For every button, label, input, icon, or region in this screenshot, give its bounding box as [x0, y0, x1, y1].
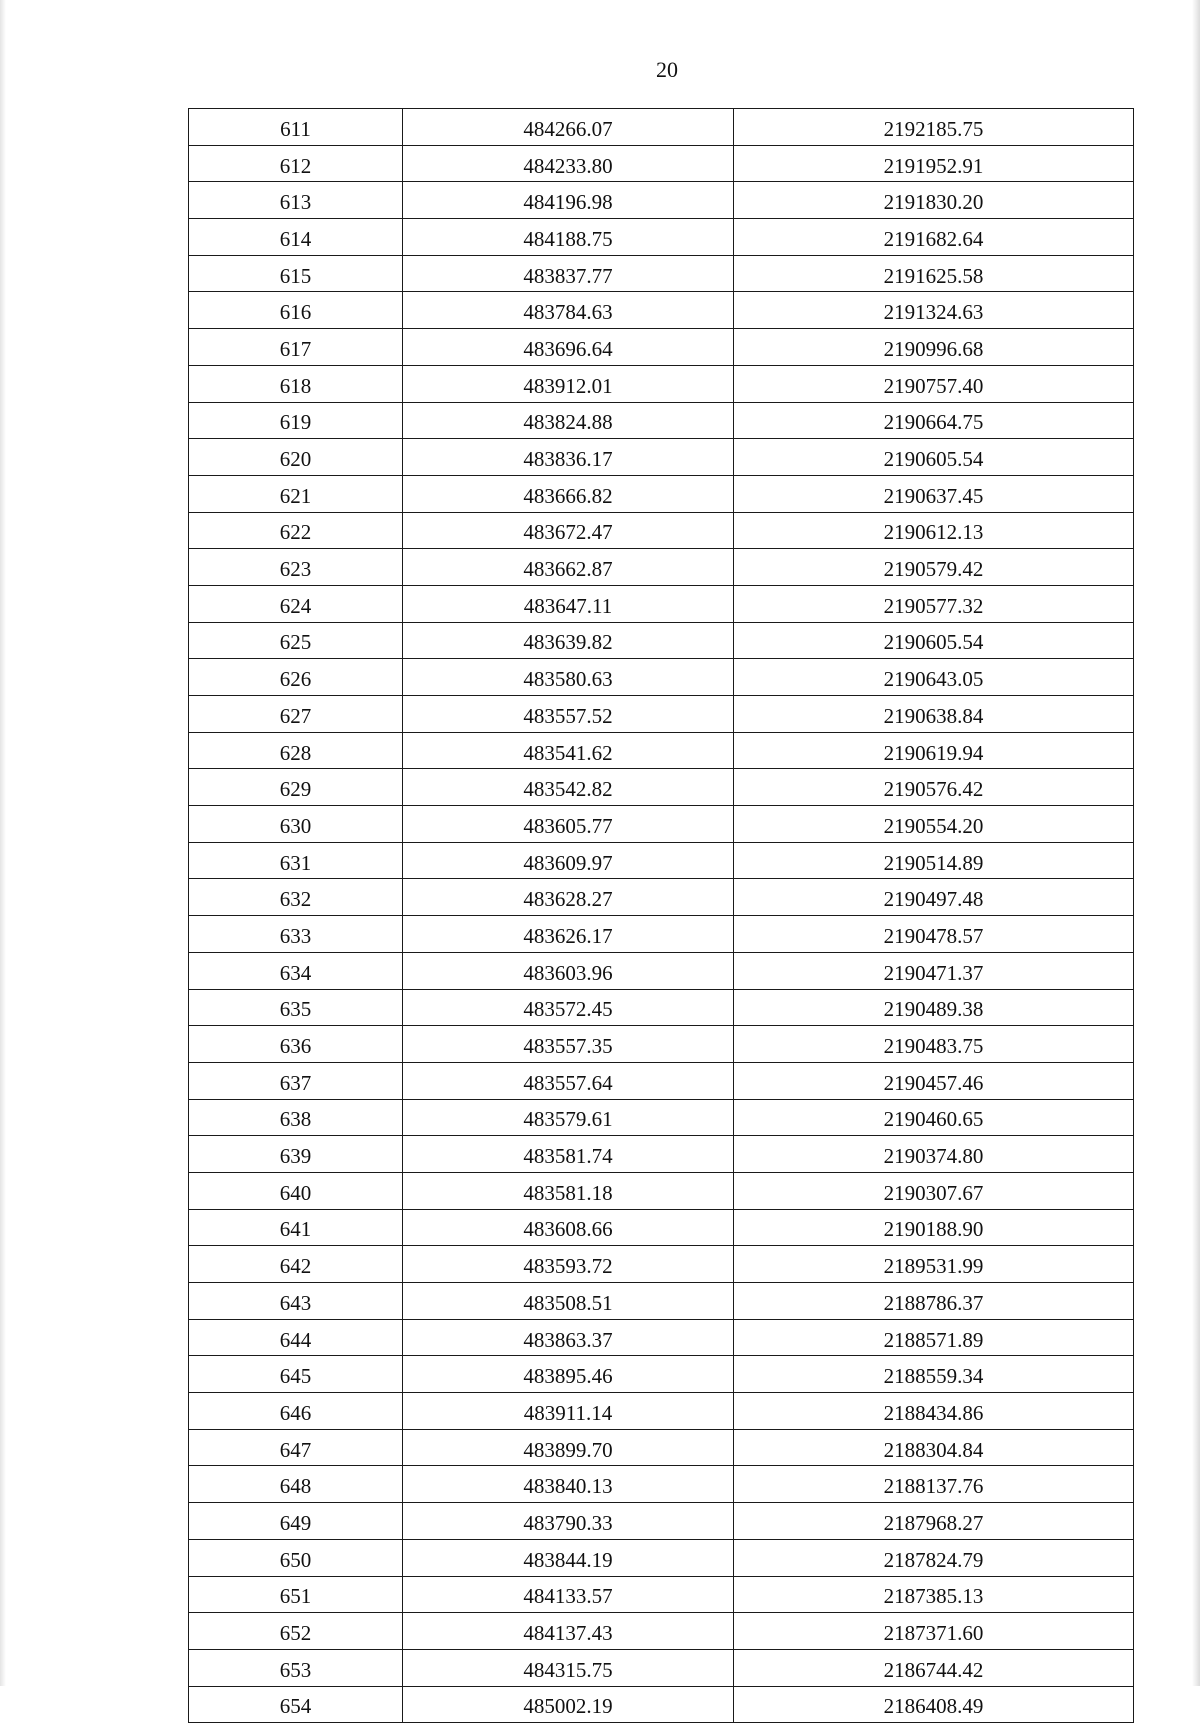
x-coordinate-cell: 483911.14 [403, 1393, 734, 1430]
point-number-cell: 637 [189, 1062, 403, 1099]
x-coordinate-cell: 483508.51 [403, 1283, 734, 1320]
table-row [189, 732, 1134, 769]
table-row [189, 1099, 1134, 1136]
x-coordinate-cell: 483605.77 [403, 806, 734, 843]
point-number-cell: 612 [189, 145, 403, 182]
table-row [189, 1356, 1134, 1393]
table-row [189, 1429, 1134, 1466]
x-coordinate-cell: 483863.37 [403, 1319, 734, 1356]
x-coordinate-cell: 483912.01 [403, 365, 734, 402]
point-number-cell: 616 [189, 292, 403, 329]
point-number-cell: 618 [189, 365, 403, 402]
point-number-cell: 649 [189, 1503, 403, 1540]
table-row [189, 696, 1134, 733]
point-number-cell: 643 [189, 1283, 403, 1320]
y-coordinate-cell: 2190643.05 [734, 659, 1134, 696]
y-coordinate-cell: 2190457.46 [734, 1062, 1134, 1099]
y-coordinate-cell: 2191952.91 [734, 145, 1134, 182]
x-coordinate-cell: 483696.64 [403, 329, 734, 366]
table-row [189, 806, 1134, 843]
x-coordinate-cell: 483581.74 [403, 1136, 734, 1173]
point-number-cell: 628 [189, 732, 403, 769]
y-coordinate-cell: 2188137.76 [734, 1466, 1134, 1503]
x-coordinate-cell: 483639.82 [403, 622, 734, 659]
y-coordinate-cell: 2188559.34 [734, 1356, 1134, 1393]
x-coordinate-cell: 483895.46 [403, 1356, 734, 1393]
x-coordinate-cell: 483608.66 [403, 1209, 734, 1246]
y-coordinate-cell: 2190188.90 [734, 1209, 1134, 1246]
point-number-cell: 613 [189, 182, 403, 219]
x-coordinate-cell: 483557.64 [403, 1062, 734, 1099]
table-row [189, 439, 1134, 476]
x-coordinate-cell: 483790.33 [403, 1503, 734, 1540]
point-number-cell: 635 [189, 989, 403, 1026]
table-row [189, 1283, 1134, 1320]
table-row [189, 1319, 1134, 1356]
point-number-cell: 627 [189, 696, 403, 733]
y-coordinate-cell: 2187824.79 [734, 1539, 1134, 1576]
table-row [189, 769, 1134, 806]
x-coordinate-cell: 483542.82 [403, 769, 734, 806]
y-coordinate-cell: 2191682.64 [734, 219, 1134, 256]
table-row [189, 842, 1134, 879]
point-number-cell: 617 [189, 329, 403, 366]
point-number-cell: 626 [189, 659, 403, 696]
table-row [189, 1613, 1134, 1650]
table-row [189, 1136, 1134, 1173]
x-coordinate-cell: 483603.96 [403, 952, 734, 989]
table-row [189, 1209, 1134, 1246]
x-coordinate-cell: 483784.63 [403, 292, 734, 329]
x-coordinate-cell: 483628.27 [403, 879, 734, 916]
table-row [189, 1686, 1134, 1723]
coordinate-table [188, 108, 1134, 1723]
table-row [189, 1503, 1134, 1540]
point-number-cell: 653 [189, 1649, 403, 1686]
y-coordinate-cell: 2190514.89 [734, 842, 1134, 879]
point-number-cell: 648 [189, 1466, 403, 1503]
table-row [189, 989, 1134, 1026]
y-coordinate-cell: 2187385.13 [734, 1576, 1134, 1613]
y-coordinate-cell: 2190577.32 [734, 585, 1134, 622]
table-row [189, 549, 1134, 586]
x-coordinate-cell: 483593.72 [403, 1246, 734, 1283]
y-coordinate-cell: 2188434.86 [734, 1393, 1134, 1430]
x-coordinate-cell: 484188.75 [403, 219, 734, 256]
y-coordinate-cell: 2191830.20 [734, 182, 1134, 219]
table-row [189, 952, 1134, 989]
table-row [189, 402, 1134, 439]
y-coordinate-cell: 2190489.38 [734, 989, 1134, 1026]
table-row [189, 1576, 1134, 1613]
table-row [189, 1393, 1134, 1430]
point-number-cell: 634 [189, 952, 403, 989]
y-coordinate-cell: 2190638.84 [734, 696, 1134, 733]
x-coordinate-cell: 483672.47 [403, 512, 734, 549]
table-row [189, 329, 1134, 366]
x-coordinate-cell: 484196.98 [403, 182, 734, 219]
x-coordinate-cell: 483581.18 [403, 1172, 734, 1209]
table-row [189, 292, 1134, 329]
y-coordinate-cell: 2190619.94 [734, 732, 1134, 769]
point-number-cell: 621 [189, 475, 403, 512]
y-coordinate-cell: 2190483.75 [734, 1026, 1134, 1063]
point-number-cell: 619 [189, 402, 403, 439]
table-row [189, 879, 1134, 916]
table-row [189, 512, 1134, 549]
x-coordinate-cell: 483824.88 [403, 402, 734, 439]
x-coordinate-cell: 483647.11 [403, 585, 734, 622]
coordinate-table-body [189, 109, 1134, 1723]
y-coordinate-cell: 2188571.89 [734, 1319, 1134, 1356]
x-coordinate-cell: 483899.70 [403, 1429, 734, 1466]
x-coordinate-cell: 483626.17 [403, 916, 734, 953]
point-number-cell: 633 [189, 916, 403, 953]
y-coordinate-cell: 2190460.65 [734, 1099, 1134, 1136]
y-coordinate-cell: 2186408.49 [734, 1686, 1134, 1723]
point-number-cell: 622 [189, 512, 403, 549]
x-coordinate-cell: 484266.07 [403, 109, 734, 146]
x-coordinate-cell: 483837.77 [403, 255, 734, 292]
y-coordinate-cell: 2190307.67 [734, 1172, 1134, 1209]
y-coordinate-cell: 2190996.68 [734, 329, 1134, 366]
y-coordinate-cell: 2190478.57 [734, 916, 1134, 953]
point-number-cell: 652 [189, 1613, 403, 1650]
point-number-cell: 629 [189, 769, 403, 806]
table-row [189, 622, 1134, 659]
y-coordinate-cell: 2187371.60 [734, 1613, 1134, 1650]
y-coordinate-cell: 2190664.75 [734, 402, 1134, 439]
x-coordinate-cell: 483836.17 [403, 439, 734, 476]
table-row [189, 365, 1134, 402]
y-coordinate-cell: 2190471.37 [734, 952, 1134, 989]
point-number-cell: 636 [189, 1026, 403, 1063]
y-coordinate-cell: 2190374.80 [734, 1136, 1134, 1173]
point-number-cell: 645 [189, 1356, 403, 1393]
table-row [189, 1649, 1134, 1686]
x-coordinate-cell: 483662.87 [403, 549, 734, 586]
table-row [189, 916, 1134, 953]
y-coordinate-cell: 2191324.63 [734, 292, 1134, 329]
table-row [189, 219, 1134, 256]
point-number-cell: 632 [189, 879, 403, 916]
point-number-cell: 638 [189, 1099, 403, 1136]
table-row [189, 1539, 1134, 1576]
table-row [189, 1466, 1134, 1503]
y-coordinate-cell: 2188786.37 [734, 1283, 1134, 1320]
point-number-cell: 651 [189, 1576, 403, 1613]
x-coordinate-cell: 483609.97 [403, 842, 734, 879]
x-coordinate-cell: 484133.57 [403, 1576, 734, 1613]
y-coordinate-cell: 2190605.54 [734, 439, 1134, 476]
y-coordinate-cell: 2190757.40 [734, 365, 1134, 402]
y-coordinate-cell: 2190605.54 [734, 622, 1134, 659]
y-coordinate-cell: 2190554.20 [734, 806, 1134, 843]
point-number-cell: 615 [189, 255, 403, 292]
y-coordinate-cell: 2190579.42 [734, 549, 1134, 586]
point-number-cell: 647 [189, 1429, 403, 1466]
y-coordinate-cell: 2189531.99 [734, 1246, 1134, 1283]
point-number-cell: 630 [189, 806, 403, 843]
x-coordinate-cell: 483579.61 [403, 1099, 734, 1136]
x-coordinate-cell: 483844.19 [403, 1539, 734, 1576]
x-coordinate-cell: 484137.43 [403, 1613, 734, 1650]
table-row [189, 255, 1134, 292]
scan-edge-right [1192, 0, 1200, 1686]
point-number-cell: 614 [189, 219, 403, 256]
x-coordinate-cell: 483580.63 [403, 659, 734, 696]
y-coordinate-cell: 2190576.42 [734, 769, 1134, 806]
x-coordinate-cell: 485002.19 [403, 1686, 734, 1723]
y-coordinate-cell: 2190637.45 [734, 475, 1134, 512]
point-number-cell: 623 [189, 549, 403, 586]
x-coordinate-cell: 483557.52 [403, 696, 734, 733]
table-row [189, 1026, 1134, 1063]
y-coordinate-cell: 2190497.48 [734, 879, 1134, 916]
point-number-cell: 640 [189, 1172, 403, 1209]
x-coordinate-cell: 483541.62 [403, 732, 734, 769]
table-row [189, 659, 1134, 696]
point-number-cell: 654 [189, 1686, 403, 1723]
point-number-cell: 620 [189, 439, 403, 476]
table-row [189, 145, 1134, 182]
y-coordinate-cell: 2188304.84 [734, 1429, 1134, 1466]
page-number: 20 [656, 57, 678, 82]
x-coordinate-cell: 483572.45 [403, 989, 734, 1026]
y-coordinate-cell: 2191625.58 [734, 255, 1134, 292]
x-coordinate-cell: 484233.80 [403, 145, 734, 182]
table-row [189, 182, 1134, 219]
table-row [189, 109, 1134, 146]
x-coordinate-cell: 483840.13 [403, 1466, 734, 1503]
point-number-cell: 646 [189, 1393, 403, 1430]
point-number-cell: 625 [189, 622, 403, 659]
y-coordinate-cell: 2187968.27 [734, 1503, 1134, 1540]
table-row [189, 1062, 1134, 1099]
table-row [189, 1246, 1134, 1283]
point-number-cell: 611 [189, 109, 403, 146]
scan-edge-left [0, 0, 6, 1686]
point-number-cell: 642 [189, 1246, 403, 1283]
y-coordinate-cell: 2190612.13 [734, 512, 1134, 549]
y-coordinate-cell: 2192185.75 [734, 109, 1134, 146]
point-number-cell: 631 [189, 842, 403, 879]
point-number-cell: 641 [189, 1209, 403, 1246]
point-number-cell: 624 [189, 585, 403, 622]
x-coordinate-cell: 484315.75 [403, 1649, 734, 1686]
y-coordinate-cell: 2186744.42 [734, 1649, 1134, 1686]
table-row [189, 585, 1134, 622]
point-number-cell: 644 [189, 1319, 403, 1356]
table-row [189, 475, 1134, 512]
x-coordinate-cell: 483557.35 [403, 1026, 734, 1063]
table-row [189, 1172, 1134, 1209]
point-number-cell: 650 [189, 1539, 403, 1576]
x-coordinate-cell: 483666.82 [403, 475, 734, 512]
point-number-cell: 639 [189, 1136, 403, 1173]
